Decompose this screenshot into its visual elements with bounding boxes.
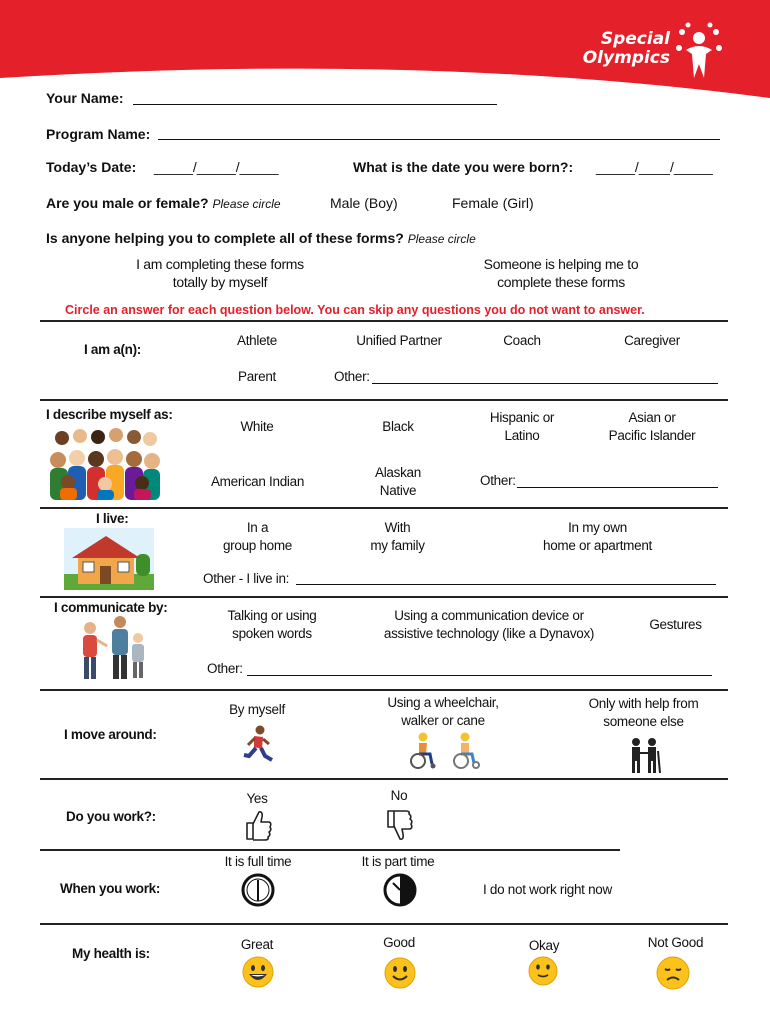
brand-name: Special Olympics — [582, 29, 670, 68]
live-other-field[interactable] — [296, 584, 716, 585]
work-option-yes[interactable]: Yes — [246, 791, 268, 806]
when-option-full-time[interactable]: It is full time — [224, 854, 292, 869]
slightly-smiling-face-icon — [528, 956, 558, 986]
communicate-label: I communicate by: — [54, 600, 168, 615]
people-talking-icon — [74, 614, 148, 684]
communicate-other-label: Other: — [207, 661, 243, 676]
gender-option-male[interactable]: Male (Boy) — [330, 195, 398, 211]
thumbs-up-icon — [243, 808, 273, 842]
your-name-field[interactable] — [133, 104, 497, 105]
program-name-field[interactable] — [158, 139, 720, 140]
ethnicity-label: I describe myself as: — [46, 407, 173, 422]
divider — [40, 778, 728, 780]
move-option-wheelchair[interactable]: Using a wheelchair, walker or cane — [387, 695, 499, 728]
health-option-good[interactable]: Good — [383, 935, 415, 950]
clock-half-icon — [383, 873, 417, 907]
communicate-option-device[interactable]: Using a communication device or assistive technology (like a Dynavox) — [383, 608, 595, 641]
communicate-other-field[interactable] — [247, 675, 712, 676]
communicate-option-gestures[interactable]: Gestures — [649, 617, 702, 632]
live-other-label: Other - I live in: — [203, 571, 290, 586]
wheelchair-person-icon — [404, 732, 438, 770]
thumbs-down-icon — [384, 808, 414, 844]
divider — [40, 689, 728, 691]
when-option-not-working[interactable]: I do not work right now — [483, 882, 612, 897]
health-option-okay[interactable]: Okay — [528, 938, 560, 953]
ethnicity-option-asian[interactable]: Asian or Pacific Islander — [608, 410, 696, 443]
program-name-label: Program Name: — [46, 126, 151, 142]
ethnicity-option-american-indian[interactable]: American Indian — [210, 474, 305, 489]
diverse-group-of-people-icon — [50, 426, 160, 500]
gender-option-female[interactable]: Female (Girl) — [452, 195, 534, 211]
work-option-no[interactable]: No — [390, 788, 408, 803]
move-label: I move around: — [64, 727, 157, 742]
health-label: My health is: — [72, 946, 150, 961]
todays-date-field[interactable]: _____/_____/_____ — [154, 159, 279, 175]
move-option-by-myself[interactable]: By myself — [229, 702, 285, 717]
role-option-athlete[interactable]: Athlete — [237, 333, 277, 348]
communicate-option-talking[interactable]: Talking or using spoken words — [227, 608, 317, 641]
live-label: I live: — [96, 511, 129, 526]
option-someone-helping[interactable]: Someone is helping me to complete these forms — [483, 256, 639, 290]
role-option-coach[interactable]: Coach — [503, 333, 541, 348]
people-holding-hands-icon — [628, 737, 662, 773]
work-label: Do you work?: — [66, 809, 156, 824]
role-label: I am a(n): — [84, 342, 142, 357]
health-option-great[interactable]: Great — [240, 937, 274, 952]
divider — [40, 507, 728, 509]
role-other-label: Other: — [334, 369, 370, 384]
divider — [40, 596, 728, 598]
live-option-own-home[interactable]: In my own home or apartment — [543, 520, 652, 553]
role-other-field[interactable] — [372, 383, 718, 384]
when-work-label: When you work: — [60, 881, 161, 896]
divider — [40, 849, 620, 851]
person-running-icon — [240, 725, 274, 765]
role-option-caregiver[interactable]: Caregiver — [624, 333, 680, 348]
ethnicity-option-white[interactable]: White — [240, 419, 274, 434]
birth-date-field[interactable]: _____/____/_____ — [596, 159, 713, 175]
divider — [40, 399, 728, 401]
special-olympics-figure-icon — [676, 22, 722, 84]
ethnicity-other-field[interactable] — [517, 487, 718, 488]
todays-date-label: Today’s Date: — [46, 159, 137, 175]
live-option-group-home[interactable]: In a group home — [222, 520, 293, 553]
when-option-part-time[interactable]: It is part time — [361, 854, 435, 869]
motorized-wheelchair-person-icon — [448, 732, 482, 770]
grinning-face-icon — [242, 956, 274, 988]
your-name-label: Your Name: — [46, 90, 124, 106]
house-icon — [64, 528, 154, 590]
helping-question: Is anyone helping you to complete all of these forms? Please circle — [46, 230, 476, 246]
health-option-not-good[interactable]: Not Good — [647, 935, 704, 950]
ethnicity-option-hispanic[interactable]: Hispanic or Latino — [489, 410, 555, 443]
ethnicity-other-label: Other: — [480, 473, 516, 488]
divider — [40, 923, 728, 925]
instruction-text: Circle an answer for each question below. You can skip any questions you do not want to answer. — [65, 303, 645, 317]
smiling-face-icon — [384, 957, 416, 989]
sad-face-icon — [656, 956, 690, 990]
role-option-parent[interactable]: Parent — [238, 369, 276, 384]
clock-full-icon — [241, 873, 275, 907]
move-option-with-help[interactable]: Only with help from someone else — [588, 696, 699, 729]
role-option-unified-partner[interactable]: Unified Partner — [356, 333, 442, 348]
ethnicity-option-black[interactable]: Black — [382, 419, 414, 434]
ethnicity-option-alaskan-native[interactable]: Alaskan Native — [375, 465, 421, 498]
birth-date-label: What is the date you were born?: — [353, 159, 574, 175]
divider — [40, 320, 728, 322]
option-completing-myself[interactable]: I am completing these forms totally by myself — [136, 256, 304, 290]
live-option-family[interactable]: With my family — [370, 520, 425, 553]
gender-question: Are you male or female? Please circle — [46, 195, 281, 211]
